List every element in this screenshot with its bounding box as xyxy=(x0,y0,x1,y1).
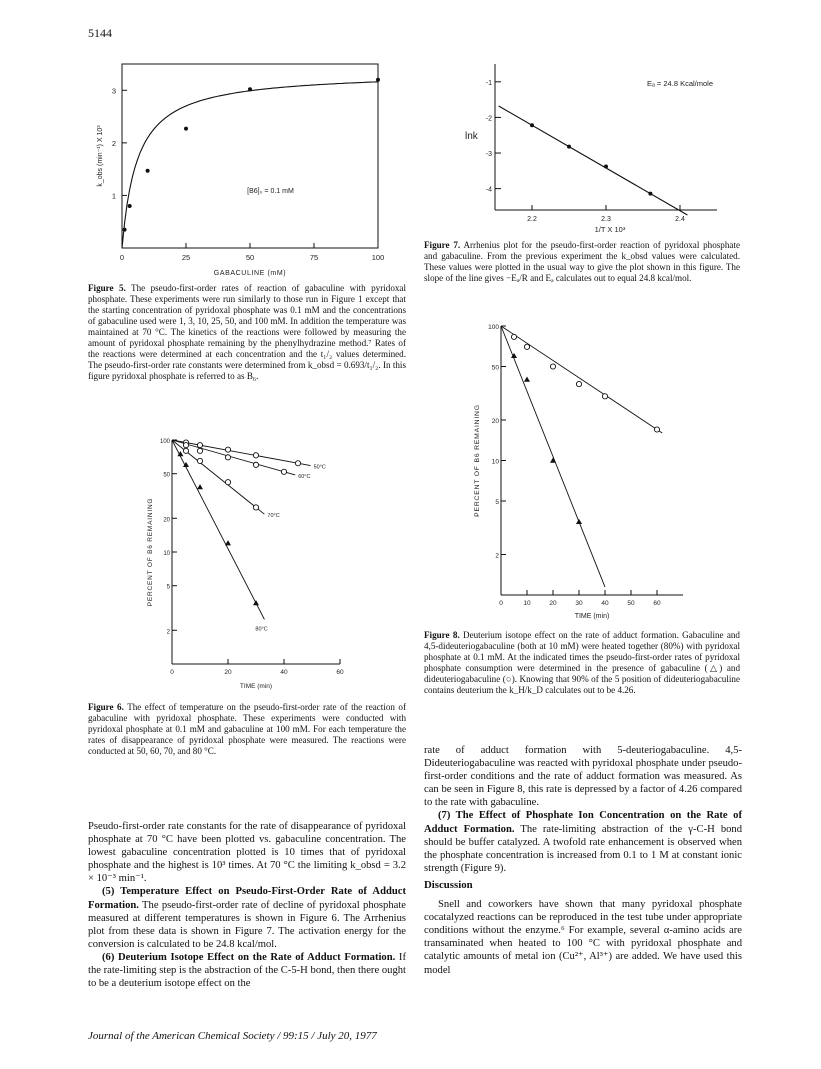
y-tick-label: 2 xyxy=(495,552,499,560)
fit-line xyxy=(499,106,688,215)
y-tick-label: 10 xyxy=(163,551,170,557)
data-point xyxy=(253,453,258,458)
data-point xyxy=(524,344,529,349)
y-tick-label: 50 xyxy=(491,364,499,372)
data-point xyxy=(123,228,127,232)
data-point xyxy=(550,458,556,463)
x-tick-label: 40 xyxy=(280,669,288,676)
data-point xyxy=(183,448,188,453)
y-axis-label: PERCENT OF B6 REMAINING xyxy=(474,404,481,517)
x-tick-label: 50 xyxy=(245,253,255,262)
x-tick-label: 100 xyxy=(371,253,385,262)
annotation: [B6]₀ = 0.1 mM xyxy=(247,187,294,195)
data-point xyxy=(225,480,230,485)
plot-frame xyxy=(122,64,378,248)
y-tick-label: -3 xyxy=(485,151,492,159)
figure-7-caption xyxy=(424,240,740,284)
data-point xyxy=(530,123,534,127)
fitted-curve xyxy=(122,82,378,248)
y-tick-label: 3 xyxy=(111,86,116,96)
x-tick-label: 0 xyxy=(170,669,174,676)
data-point xyxy=(197,448,202,453)
x-tick-label: 75 xyxy=(309,253,319,262)
figure-7-caption-label: Figure 7. xyxy=(424,240,461,250)
figure-6-caption-label: Figure 6. xyxy=(88,702,124,712)
data-point xyxy=(225,455,230,460)
x-tick-label: 30 xyxy=(575,600,583,607)
data-point xyxy=(183,443,188,448)
x-tick-label: 0 xyxy=(119,253,125,262)
y-tick-label: 1 xyxy=(111,191,116,201)
x-tick-label: 2.2 xyxy=(527,216,537,223)
y-tick-label: 20 xyxy=(163,517,170,524)
figure-7-chart xyxy=(455,56,730,241)
x-axis-label: TIME (min) xyxy=(574,613,610,620)
figure-8-caption xyxy=(424,630,740,696)
y-axis-label: k_obs (min⁻¹) X 10³ xyxy=(97,125,104,187)
figure-8-chart xyxy=(465,318,700,623)
paragraph: The rate-limiting abstraction of the γ-C-H bond should be buffer catalyzed. A twofold rate enhancement is observed when the phosphate concentration is increased from 0.1 to 1 M at constant ionic strength (Figure 9). xyxy=(424,823,743,874)
y-tick-label: -4 xyxy=(485,186,492,194)
section-5 xyxy=(88,885,406,950)
y-tick-label: 5 xyxy=(495,498,499,506)
y-tick-label: 100 xyxy=(159,439,170,445)
data-point xyxy=(225,447,230,452)
x-tick-label: 25 xyxy=(181,253,191,262)
data-point xyxy=(295,461,300,466)
figure-6-caption-text: The effect of temperature on the pseudo-first-order rate of the reaction of gabaculine with pyridoxal phosphate. These experiments were conducted with pyridoxal phosphate at 0.1 mM and gabaculine at 100 mM. For each temperature the rates of disappearance of pyridoxal phosphate were measured. The reactions were conducted at 50, 60, 70, and 80 °C. xyxy=(88,702,406,756)
y-tick-label: 5 xyxy=(166,584,170,591)
figure-5-chart xyxy=(80,52,410,292)
data-point xyxy=(146,169,150,173)
x-tick-label: 60 xyxy=(653,600,661,607)
y-axis-label: PERCENT OF B6 REMAINING xyxy=(147,497,154,607)
y-tick-label: 100 xyxy=(488,324,499,331)
section-heading: (6) Deuterium Isotope Effect on the Rate of Adduct Formation. xyxy=(102,951,396,963)
y-tick-label: -2 xyxy=(485,115,492,123)
right-column-text xyxy=(424,744,742,977)
x-tick-label: 0 xyxy=(499,600,503,607)
x-tick-label: 2.4 xyxy=(675,216,685,223)
discussion-heading: Discussion xyxy=(424,878,473,891)
x-tick-label: 40 xyxy=(601,600,609,607)
section-heading: (7) The Effect of Phosphate Ion Concentration on the Rate of Adduct Formation. xyxy=(424,810,742,835)
y-tick-label: 10 xyxy=(491,458,499,466)
figure-6-caption xyxy=(88,702,406,757)
data-point xyxy=(604,165,608,169)
annotation: Eₐ = 24.8 Kcal/mole xyxy=(647,79,713,88)
x-tick-label: 60 xyxy=(336,669,344,676)
series-label: 80°C xyxy=(255,626,268,633)
x-tick-label: 2.3 xyxy=(601,216,611,223)
figure-8-caption-label: Figure 8. xyxy=(424,630,460,640)
figure-5-caption xyxy=(88,283,406,382)
data-point xyxy=(253,505,258,510)
data-point xyxy=(253,462,258,467)
series-line xyxy=(172,440,295,475)
data-point xyxy=(184,127,188,131)
section-6 xyxy=(88,951,406,990)
data-point xyxy=(654,427,659,432)
paragraph: The pseudo-first-order rate of decline of pyridoxal phosphate measured at different temperatures is shown in Figure 6. The Arrhenius plot from these data is shown in Figure 7. The activation energy for the conversion is calculated to be 24.8 kcal/mol. xyxy=(88,899,406,950)
data-point xyxy=(550,364,555,369)
x-tick-label: 50 xyxy=(627,600,635,607)
data-point xyxy=(128,204,132,208)
journal-footer: Journal of the American Chemical Society / 99:15 / July 20, 1977 xyxy=(88,1030,377,1042)
data-point xyxy=(197,443,202,448)
section-7 xyxy=(424,809,742,874)
figure-5-caption-label: Figure 5. xyxy=(88,283,126,293)
figure-6-chart xyxy=(140,430,360,700)
x-axis-label: GABACULINE (mM) xyxy=(213,270,287,277)
figure-7-caption-text: Arrhenius plot for the pseudo-first-order reaction of pyridoxal phosphate and gabaculine. From the previous experiment the k_obsd values were calculated. These values were plotted in the usual way to give the plot shown in this figure. The slope of the line gives −Eₐ/R and Eₐ calculates out to equal 24.8 kcal/mol. xyxy=(424,240,740,283)
y-axis-label: lnk xyxy=(465,130,478,142)
data-point xyxy=(511,334,516,339)
data-point xyxy=(567,145,571,149)
series-label: 60°C xyxy=(298,473,311,480)
data-point xyxy=(576,381,581,386)
x-axis-label: TIME (min) xyxy=(239,683,273,690)
paragraph: rate of adduct formation with 5-deuteriogabaculine. 4,5-Dideuteriogabaculine was reacted with pyridoxal phosphate under pseudo-first-order conditions and the rate of adduct formation was measured. As can be seen in Figure 8, this rate is depressed by a factor of 4.26 compared to the rate with gabaculine. xyxy=(424,745,742,809)
left-column-text xyxy=(88,820,406,990)
series-label: 50°C xyxy=(313,464,326,471)
data-point xyxy=(376,78,380,82)
data-point xyxy=(576,519,582,524)
data-point xyxy=(281,469,286,474)
data-point xyxy=(248,87,252,91)
x-tick-label: 20 xyxy=(549,600,557,607)
figure-5-caption-text: The pseudo-first-order rates of reaction of gabaculine with pyridoxal phosphate. These experiments were run similarly to those run in Figure 1 except that the starting concentration of pyridoxal phosphate was 0.1 mM and the concentrations of gabaculine used were 1, 3, 10, 25, 50, and 100 mM. In addition the temperature was maintained at 70 °C. The kinetics of the reactions were followed by measuring the amount of pyridoxal phosphate remaining by the phenylhydrazine method.⁷ Rates of the reactions were determined at each concentration and the t₁/₂ values determined. The pseudo-first-order rate constants were determined from k_obsd = 0.693/t₁/₂. In this figure pyridoxal phosphate is referred to as B₆. xyxy=(88,283,406,381)
section-heading: (5) Temperature Effect on Pseudo-First-Order Rate of Adduct Formation. xyxy=(88,886,406,911)
series-label: 70°C xyxy=(267,513,280,520)
x-tick-label: 20 xyxy=(224,669,232,676)
y-tick-label: 20 xyxy=(491,418,499,426)
paragraph: Snell and coworkers have shown that many pyridoxal phosphate cocatalyzed reactions can be reproduced in the test tube under appropriate conditions without the enzyme.⁶ For example, several α-amino acids are transaminated when heated to 100 °C with pyridoxal phosphate and catalytic amounts of metal ion (Cu²⁺, Al³⁺) are added. We have used this model xyxy=(424,899,742,976)
figure-8-caption-text: Deuterium isotope effect on the rate of adduct formation. Gabaculine and 4,5-dideuteriogabaculine (both at 10 mM) were heated together (80%) with pyridoxal phosphate at 0.1 mM. At the indicated times the pseudo-first-order rates of pyridoxal phosphate consumption were determined in the presence of gabaculine (△) and dideuteriogabaculine (○). Knowing that 90% of the 5 position of dideuteriogabaculine contains deuterium the k_H/k_D calculates out to be 4.26. xyxy=(424,630,740,695)
data-point xyxy=(602,394,607,399)
data-point xyxy=(197,458,202,463)
data-point xyxy=(197,484,203,489)
series-line xyxy=(501,326,662,433)
data-point xyxy=(253,600,259,605)
page-number: 5144 xyxy=(88,26,112,40)
paragraph: Pseudo-first-order rate constants for the rate of disappearance of pyridoxal phosphate at 70 °C have been plotted vs. gabaculine concentration. The lowest gabaculine concentration plotted is 10 times that of pyridoxal phosphate and the highest is 10³ times. At 70 °C the limiting k_obsd = 3.2 × 10⁻³ min⁻¹. xyxy=(88,821,406,885)
y-tick-label: -1 xyxy=(485,79,492,87)
data-point xyxy=(524,377,530,382)
y-tick-label: 2 xyxy=(166,629,170,636)
x-axis-label: 1/T X 10³ xyxy=(594,225,626,234)
data-point xyxy=(648,192,652,196)
x-tick-label: 10 xyxy=(523,600,531,607)
y-tick-label: 2 xyxy=(111,138,116,148)
y-tick-label: 50 xyxy=(163,472,170,479)
series-line xyxy=(172,440,311,466)
data-point xyxy=(225,540,231,545)
paragraph: If the rate-limiting step is the abstraction of the C-5-H bond, then there ought to be a deuterium isotope effect on the xyxy=(88,951,406,990)
